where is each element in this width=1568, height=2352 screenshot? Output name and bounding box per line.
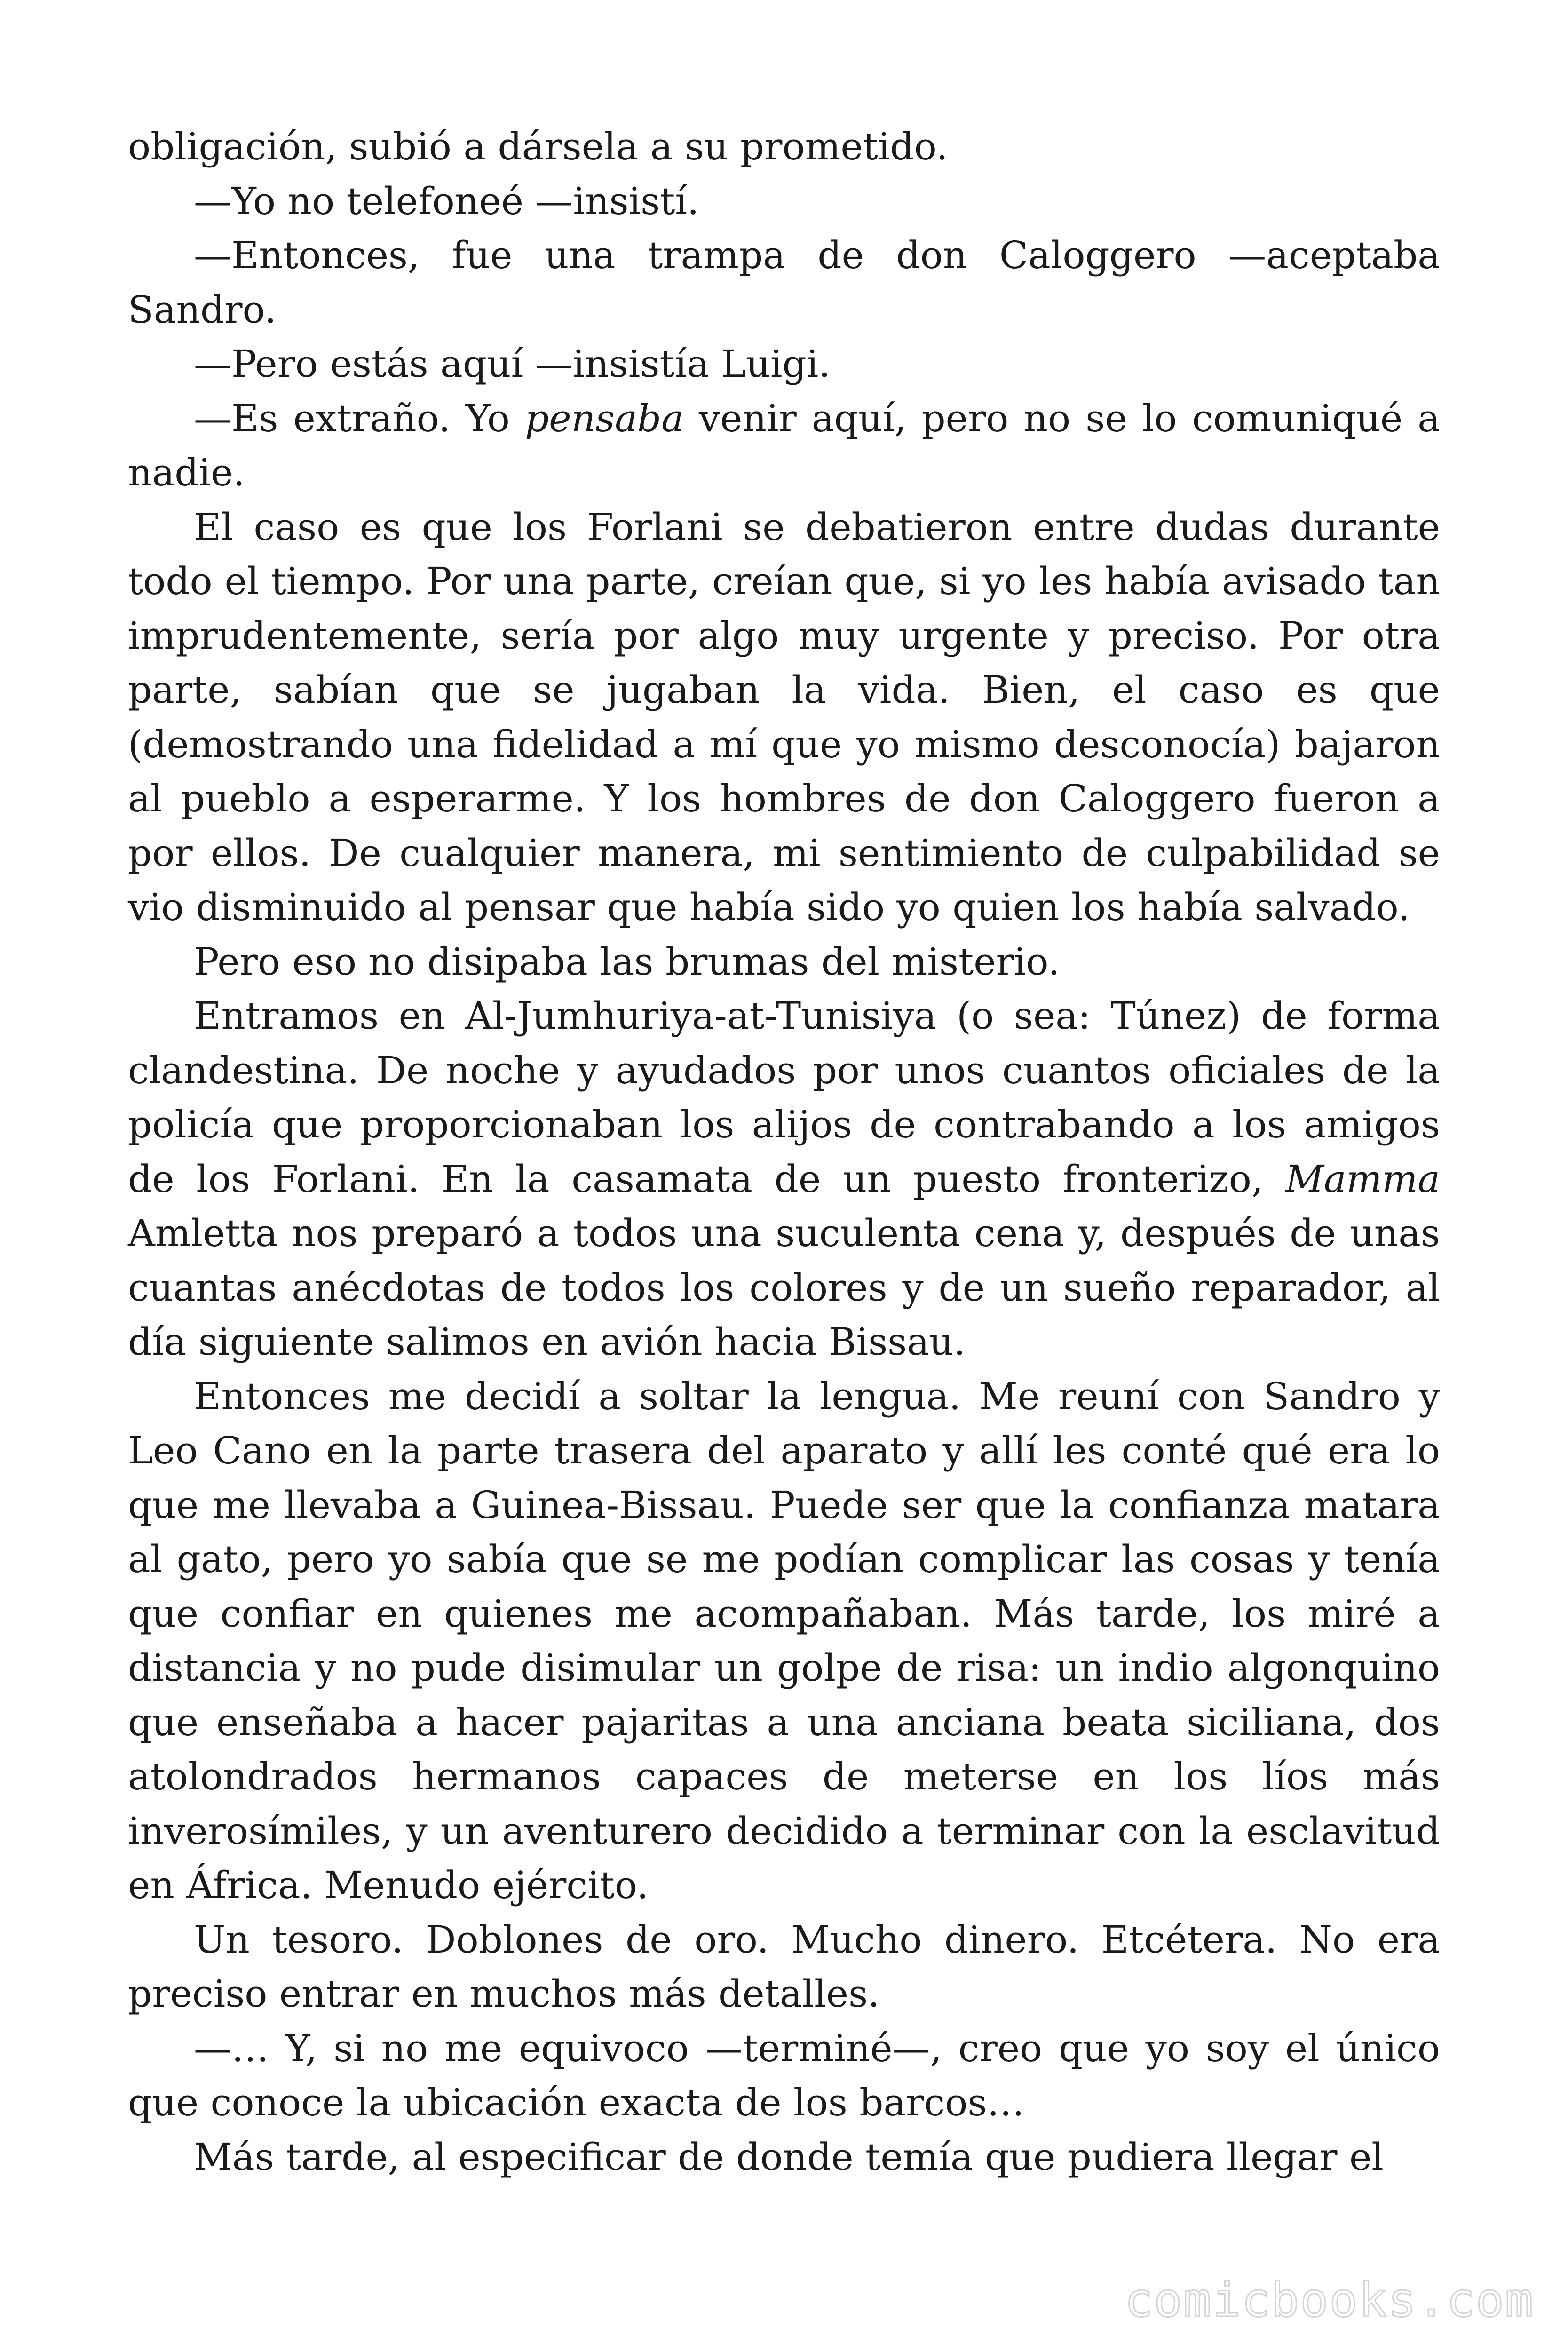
- paragraph: El caso es que los Forlani se debatieron entre dudas durante todo el tiempo. Por una parte, creían que, si yo les había avisado tan imprudentemente, sería por algo muy urgente y preciso. Por otra parte, sabían que se jugaban la vida. Bien, el caso es que (demostrando una fidelidad a mí que yo mismo desconocía) bajaron al pueblo a esperarme. Y los hombres de don Caloggero fueron a por ellos. De cualquier manera, mi sentimiento de culpabilidad se vio disminuido al pensar que había sido yo quien los había salvado.: [128, 505, 1440, 929]
- page-body: [128, 119, 1440, 2184]
- paragraph: —Entonces, fue una trampa de don Caloggero —aceptaba Sandro.: [128, 233, 1440, 332]
- paragraph: [128, 989, 1440, 1369]
- paragraph: —Yo no telefoneé —insistí.: [194, 179, 699, 223]
- paragraph-text: Entramos en Al-Jumhuriya-at-Tunisiya (o sea: Túnez) de forma clandestina. De noche y ayudados por unos cuantos oficiales de la policía que proporcionaban los alijos de contrabando a los amigos de los Forlani. En la casamata de un puesto fronterizo,: [128, 994, 1440, 1201]
- paragraph-text: venir aquí, pero no se lo comuniqué a nadie.: [128, 396, 1440, 494]
- paragraph: Un tesoro. Doblones de oro. Mucho dinero. Etcétera. No era preciso entrar en muchos más detalles.: [128, 1917, 1440, 2016]
- paragraph: Más tarde, al especificar de donde temía que pudiera llegar el: [194, 2135, 1384, 2179]
- italic-text: Mamma: [1285, 1157, 1440, 1201]
- italic-text: pensaba: [525, 396, 684, 440]
- paragraph: —… Y, si no me equivoco —terminé—, creo que yo soy el único que conoce la ubicación exacta de los barcos…: [128, 2026, 1440, 2124]
- watermark: comicbooks.com: [1125, 2273, 1534, 2328]
- paragraph: Pero eso no disipaba las brumas del misterio.: [194, 939, 1060, 984]
- paragraph: —Pero estás aquí —insistía Luigi.: [194, 342, 831, 386]
- paragraph: Entonces me decidí a soltar la lengua. Me reuní con Sandro y Leo Cano en la parte trasera del aparato y allí les conté qué era lo que me llevaba a Guinea-Bissau. Puede ser que la confianza matara al gato, pero yo sabía que se me podían complicar las cosas y tenía que confiar en quienes me acompañaban. Más tarde, los miré a distancia y no pude disimular un golpe de risa: un indio algonquino que enseñaba a hacer pajaritas a una anciana beata siciliana, dos atolondrados hermanos capaces de meterse en los líos más inverosímiles, y un aventurero decidido a terminar con la esclavitud en África. Menudo ejército.: [128, 1374, 1440, 1907]
- paragraph-text: —Es extraño. Yo: [194, 396, 525, 440]
- paragraph-text: Amletta nos preparó a todos una suculenta cena y, después de unas cuantas anécdotas de todos los colores y de un sueño reparador, al día siguiente salimos en avión hacia Bissau.: [128, 1211, 1440, 1364]
- paragraph: [128, 391, 1440, 500]
- paragraph: obligación, subió a dársela a su prometido.: [128, 125, 948, 168]
